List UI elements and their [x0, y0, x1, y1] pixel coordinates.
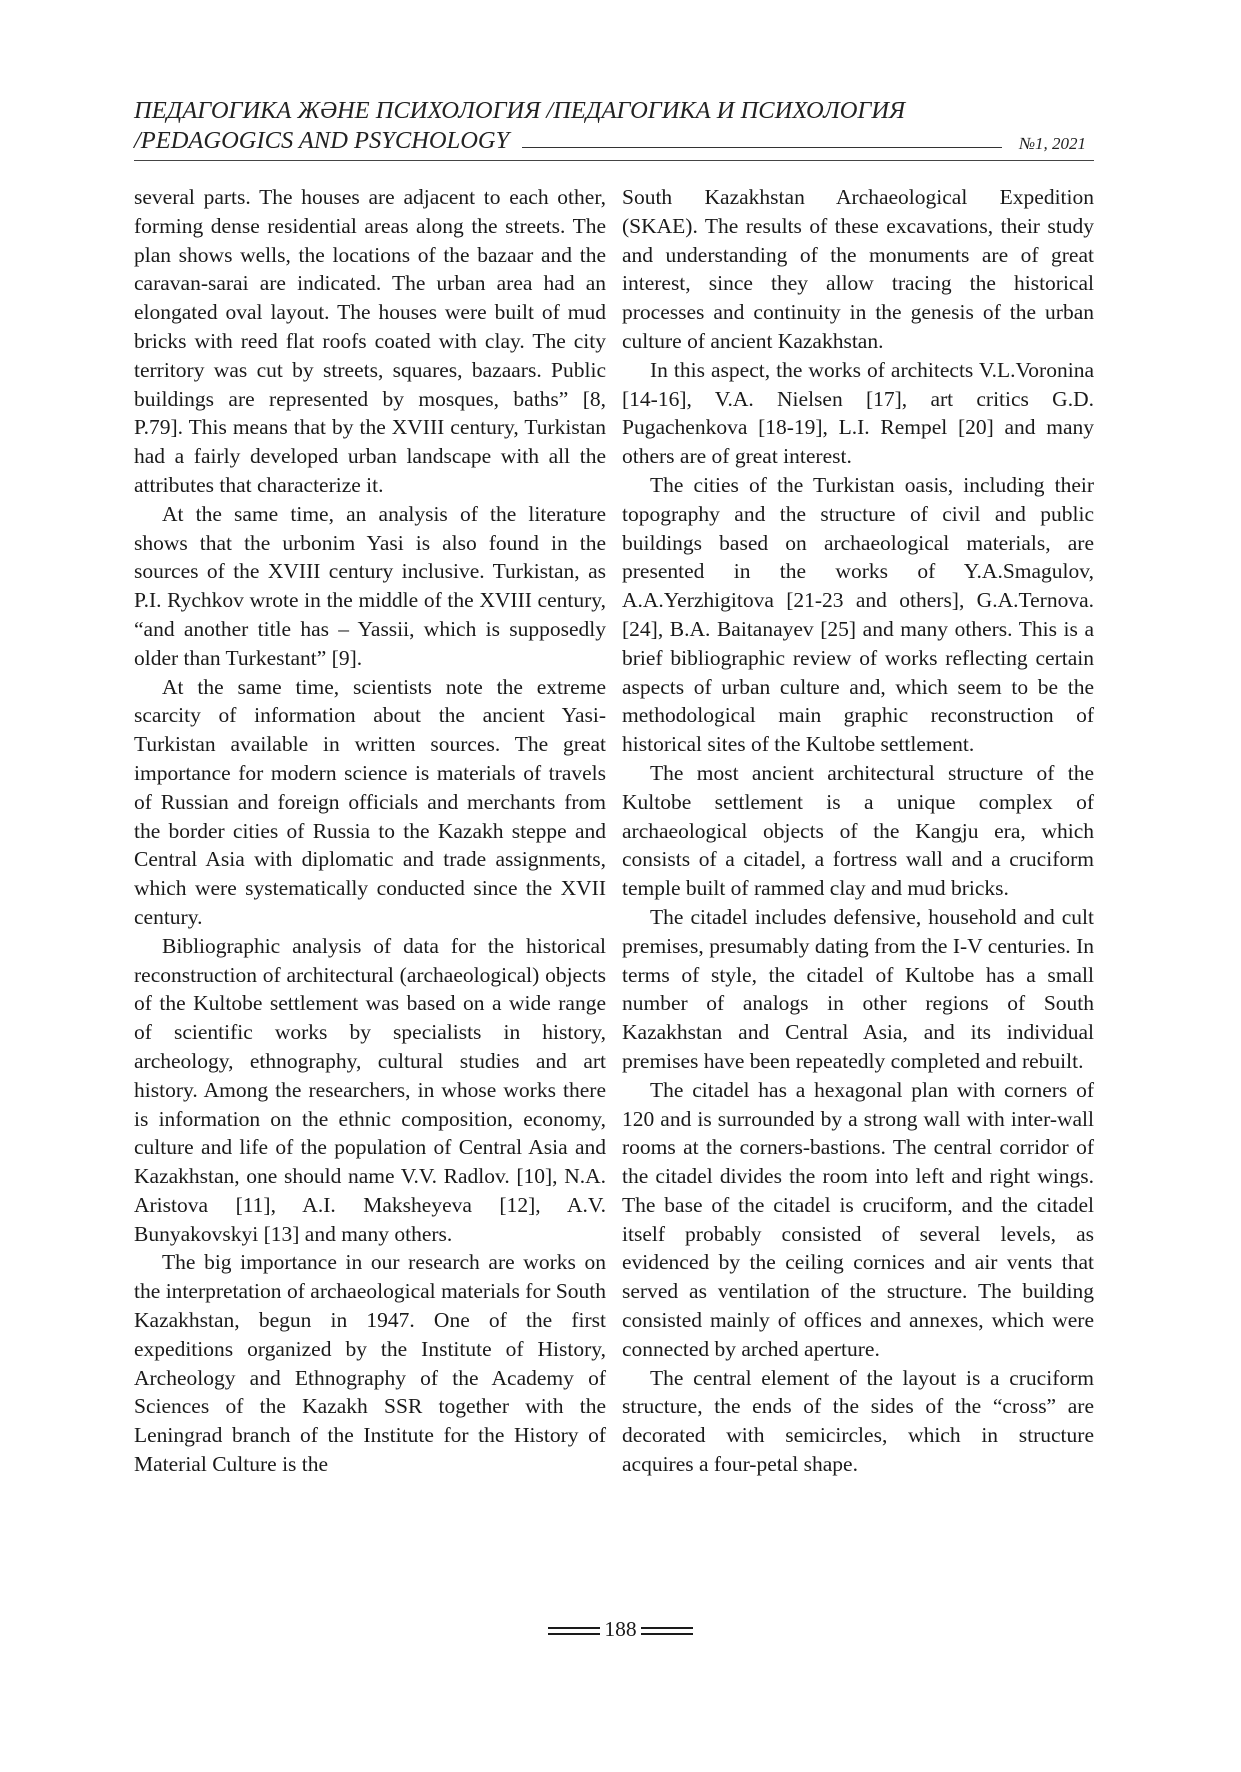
left-column — [134, 183, 606, 1479]
paragraph: The big importance in our research are works on the interpretation of archaeological materials for South Kazakhstan, begun in 1947. One of the first expeditions organized by the Institute of History, Archeology and Ethnography of the Academy of Sciences of the Kazakh SSR together with the Leningrad branch of the Institute for the History of Material Culture is the — [134, 1250, 606, 1477]
paragraph: South Kazakhstan Archaeological Expedition (SKAE). The results of these excavations, their study and understanding of the monuments are of great interest, since they allow tracing the historical processes and continuity in the genesis of the urban culture of ancient Kazakhstan. — [622, 185, 1094, 353]
header-fill-rule — [522, 147, 1002, 148]
paragraph: The most ancient architectural structure of the Kultobe settlement is a unique complex of archaeological objects of the Kangju era, which consists of a citadel, a fortress wall and a cruciform temple built of rammed clay and mud bricks. — [622, 760, 1094, 901]
paragraph: The citadel has a hexagonal plan with corners of 120 and is surrounded by a strong wall with inter-wall rooms at the corners-bastions. The central corridor of the citadel divides the room into left and right wings. The base of the citadel is cruciform, and the citadel itself probably consisted of several levels, as evidenced by the ceiling cornices and air vents that served as ventilation of the structure. The building consisted mainly of offices and annexes, which were connected by arched aperture. — [622, 1077, 1094, 1361]
page-number: 188 — [604, 1617, 637, 1641]
right-column — [622, 183, 1094, 1479]
header-divider — [134, 160, 1094, 161]
paragraph: The cities of the Turkistan oasis, including their topography and the structure of civil and public buildings based on archaeological materials, are presented in the works of Y.A.Smagulov, A.A.Yerzhigitova [21-23 and others], G.A.Ternova. [24], B.A. Baitanayev [25] and many others. This is a brief bibliographic review of works reflecting certain aspects of urban culture and, which seem to be the methodological main graphic reconstruction of historical sites of the Kultobe settlement. — [622, 472, 1094, 757]
paragraph: The citadel includes defensive, household and cult premises, presumably dating from the I-V centuries. In terms of style, the citadel of Kultobe has a small number of analogs in other regions of South Kazakhstan and Central Asia, and its individual premises have been repeatedly completed and rebuilt. — [622, 904, 1094, 1073]
journal-title-kz-ru: ПЕДАГОГИКА ЖӘНЕ ПСИХОЛОГИЯ /ПЕДАГОГИКА И ПСИХОЛОГИЯ — [134, 97, 906, 124]
paragraph: Bibliographic analysis of data for the historical reconstruction of architectural (archaeological) objects of the Kultobe settlement was based on a wide range of scientific works by specialists in history, archeology, ethnography, cultural studies and art history. Among the researchers, in whose works there is information on the ethnic composition, economy, culture and life of the population of Central Asia and Kazakhstan, one should name V.V. Radlov. [10], N.A. Aristova [11], A.I. Maksheyeva [12], A.V. Bunyakovskyi [13] and many others. — [134, 933, 606, 1246]
paragraph: The central element of the layout is a cruciform structure, the ends of the sides of the “cross” are decorated with semicircles, which in structure acquires a four-petal shape. — [622, 1365, 1094, 1477]
paragraph: At the same time, scientists note the extreme scarcity of information about the ancient Yasi-Turkistan available in written sources. The great importance for modern science is materials of travels of Russian and foreign officials and merchants from the border cities of Russia to the Kazakh steppe and Central Asia with diplomatic and trade assignments, which were systematically conducted since the XVII century. — [134, 674, 606, 929]
paragraph: several parts. The houses are adjacent to each other, forming dense residential areas along the streets. The plan shows wells, the locations of the bazaar and the caravan-sarai are indicated. The urban area had an elongated oval layout. The houses were built of mud bricks with reed flat roofs coated with clay. The city territory was cut by streets, squares, bazaars. Public buildings are represented by mosques, baths” [8, P.79]. This means that by the XVIII century, Turkistan had a fairly developed urban landscape with all the attributes that characterize it. — [134, 185, 606, 497]
footer-rule-left — [548, 1627, 600, 1637]
footer-rule-right — [641, 1627, 693, 1637]
paragraph: In this aspect, the works of architects V.L.Voronina [14-16], V.A. Nielsen [17], art critics G.D. Pugachenkova [18-19], L.I. Rempel [20] and many others are of great interest. — [622, 357, 1094, 469]
issue-number: №1, 2021 — [1018, 134, 1086, 153]
page-footer — [0, 1617, 1241, 1642]
journal-title-en: /PEDAGOGICS AND PSYCHOLOGY — [134, 127, 510, 154]
journal-title-line2 — [134, 126, 1094, 156]
paragraph: At the same time, an analysis of the literature shows that the urbonim Yasi is also found in the sources of the XVIII century inclusive. Turkistan, as P.I. Rychkov wrote in the middle of the XVIII century, “and another title has – Yassii, which is supposedly older than Turkestant” [9]. — [134, 501, 606, 670]
running-header — [134, 96, 1094, 156]
